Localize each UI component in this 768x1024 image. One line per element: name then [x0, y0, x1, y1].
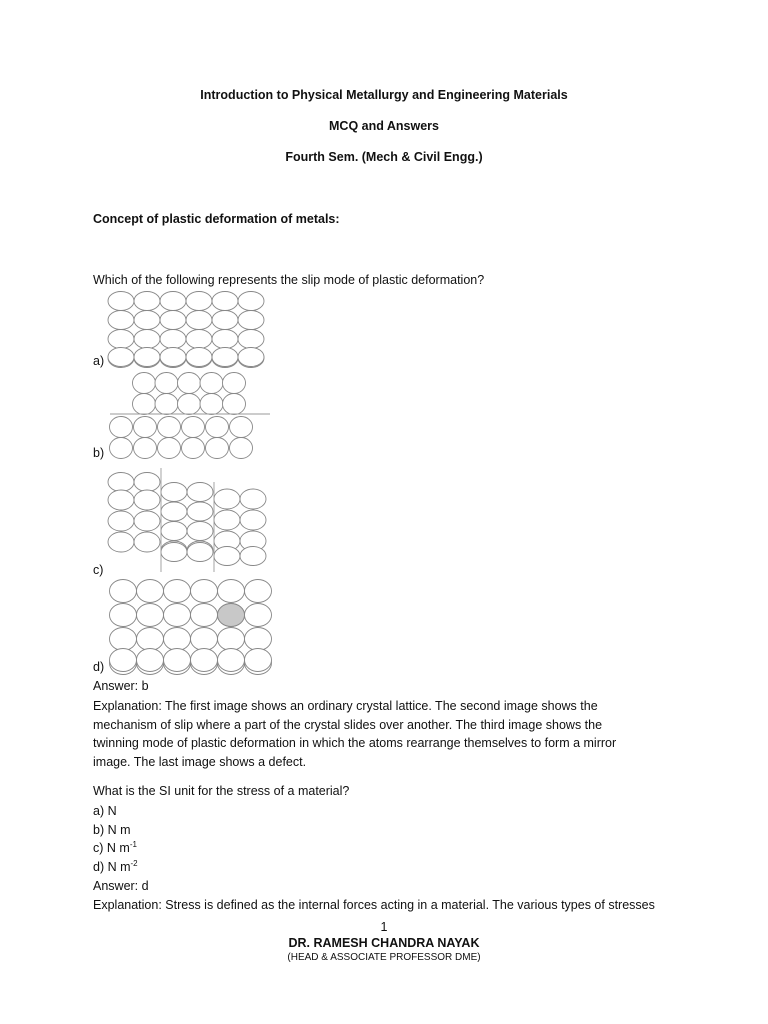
- atom-circle: [191, 604, 218, 627]
- atom-circle: [245, 604, 272, 627]
- semester-label: Fourth Sem. (Mech & Civil Engg.): [285, 150, 483, 164]
- atom-circle: [110, 604, 137, 627]
- q2-option-c-text: c) N m: [93, 841, 130, 855]
- atom-circle: [238, 311, 264, 330]
- atom-circle: [212, 292, 238, 311]
- atom-circle: [137, 604, 164, 627]
- atom-circle: [134, 490, 160, 510]
- atom-circle: [214, 510, 240, 530]
- atom-circle: [164, 649, 191, 672]
- atom-circle: [108, 532, 134, 552]
- atom-circle: [191, 628, 218, 651]
- atom-circle: [161, 502, 187, 521]
- atom-circle: [164, 604, 191, 627]
- atom-circle: [245, 649, 272, 672]
- defect-atom: [218, 604, 245, 627]
- atom-circle: [223, 394, 246, 415]
- atom-circle: [178, 394, 201, 415]
- page-number: 1: [380, 920, 388, 934]
- atom-circle: [223, 373, 246, 394]
- atom-circle: [214, 547, 240, 566]
- section-heading: Concept of plastic deformation of metals:: [93, 212, 340, 226]
- atom-circle: [245, 580, 272, 603]
- figure-b-slip: [110, 373, 271, 459]
- atom-circle: [186, 348, 212, 367]
- atom-circle: [158, 417, 181, 438]
- document-title: Introduction to Physical Metallurgy and Engineering Materials: [200, 88, 568, 102]
- atom-circle: [182, 417, 205, 438]
- q2-option-d-text: d) N m: [93, 860, 131, 874]
- atom-circle: [133, 373, 156, 394]
- question-1-text: Which of the following represents the slip mode of plastic deformation?: [93, 273, 485, 287]
- atom-circle: [240, 489, 266, 509]
- question-1-explanation: [93, 697, 683, 771]
- document-subtitle: MCQ and Answers: [329, 119, 439, 133]
- atom-circle: [218, 649, 245, 672]
- atom-circle: [134, 292, 160, 311]
- atom-circle: [134, 511, 160, 531]
- atom-circle: [134, 311, 160, 330]
- atom-circle: [158, 438, 181, 459]
- atom-circle: [230, 417, 253, 438]
- option-a-label: a): [93, 354, 105, 368]
- atom-circle: [134, 417, 157, 438]
- atom-circle: [178, 373, 201, 394]
- atom-circle: [206, 417, 229, 438]
- atom-circle: [218, 580, 245, 603]
- atom-circle: [161, 543, 187, 562]
- atom-circle: [133, 394, 156, 415]
- atom-circle: [110, 628, 137, 651]
- atom-circle: [191, 649, 218, 672]
- atom-circle: [134, 532, 160, 552]
- atom-circle: [240, 510, 266, 530]
- atom-circle: [212, 348, 238, 367]
- atom-circle: [187, 502, 213, 521]
- atom-circle: [206, 438, 229, 459]
- atom-circle: [186, 311, 212, 330]
- atom-circle: [212, 330, 238, 349]
- atom-circle: [108, 490, 134, 510]
- atom-circle: [108, 473, 134, 492]
- figure-a-ordinary-lattice: [108, 292, 264, 368]
- q2-option-d-exponent: -2: [130, 858, 138, 868]
- atom-circle: [108, 511, 134, 531]
- atom-circle: [160, 348, 186, 367]
- question-2-answer: Answer: d: [93, 879, 149, 893]
- atom-circle: [108, 311, 134, 330]
- atom-circle: [238, 348, 264, 367]
- atom-circle: [161, 483, 187, 502]
- atom-circle: [218, 628, 245, 651]
- atom-circle: [230, 438, 253, 459]
- atom-circle: [110, 438, 133, 459]
- atom-circle: [187, 543, 213, 562]
- atom-circle: [160, 311, 186, 330]
- atom-circle: [238, 330, 264, 349]
- atom-circle: [134, 348, 160, 367]
- atom-circle: [110, 649, 137, 672]
- q2-option-a: a) N: [93, 804, 117, 818]
- atom-circle: [137, 628, 164, 651]
- atom-circle: [110, 417, 133, 438]
- atom-circle: [187, 522, 213, 541]
- question-2-text: What is the SI unit for the stress of a material?: [93, 784, 350, 798]
- atom-circle: [155, 373, 178, 394]
- explanation-line: image. The last image shows a defect.: [93, 754, 307, 769]
- atom-circle: [134, 330, 160, 349]
- option-c-label: c): [93, 563, 104, 577]
- atom-circle: [240, 547, 266, 566]
- atom-circle: [160, 292, 186, 311]
- atom-circle: [161, 522, 187, 541]
- atom-circle: [137, 649, 164, 672]
- footer-designation: (HEAD & ASSOCIATE PROFESSOR DME): [287, 952, 481, 963]
- atom-circle: [134, 438, 157, 459]
- atom-circle: [110, 580, 137, 603]
- q2-option-c-exponent: -1: [129, 839, 137, 849]
- atom-circle: [182, 438, 205, 459]
- q2-option-b: b) N m: [93, 823, 131, 837]
- atom-circle: [155, 394, 178, 415]
- atom-circle: [238, 292, 264, 311]
- atom-circle: [134, 473, 160, 492]
- atom-circle: [200, 373, 223, 394]
- q2-option-c: [93, 841, 137, 855]
- atom-circle: [137, 580, 164, 603]
- q2-option-d: [93, 860, 138, 874]
- atom-circle: [187, 483, 213, 502]
- atom-circle: [214, 489, 240, 509]
- question-1-answer: Answer: b: [93, 679, 149, 693]
- atom-circle: [186, 330, 212, 349]
- atom-circle: [200, 394, 223, 415]
- atom-circle: [164, 628, 191, 651]
- option-d-label: d): [93, 660, 105, 674]
- footer-author: DR. RAMESH CHANDRA NAYAK: [288, 936, 480, 950]
- figure-d-defect: [110, 580, 272, 675]
- atom-circle: [186, 292, 212, 311]
- atom-circle: [164, 580, 191, 603]
- explanation-line: mechanism of slip where a part of the crystal slides over another. The third image shows the: [93, 717, 603, 732]
- atom-circle: [245, 628, 272, 651]
- atom-circle: [212, 311, 238, 330]
- atom-circle: [108, 348, 134, 367]
- question-2-explanation: Explanation: Stress is defined as the internal forces acting in a material. The various types of stresses: [93, 898, 655, 912]
- atom-circle: [108, 330, 134, 349]
- atom-circle: [160, 330, 186, 349]
- option-b-label: b): [93, 446, 105, 460]
- atom-circle: [108, 292, 134, 311]
- figure-c-twinning: [108, 468, 266, 572]
- explanation-line: Explanation: The first image shows an ordinary crystal lattice. The second image shows the: [93, 699, 598, 713]
- atom-circle: [191, 580, 218, 603]
- explanation-line: twinning mode of plastic deformation in which the atoms rearrange themselves to form a mirror: [93, 736, 617, 750]
